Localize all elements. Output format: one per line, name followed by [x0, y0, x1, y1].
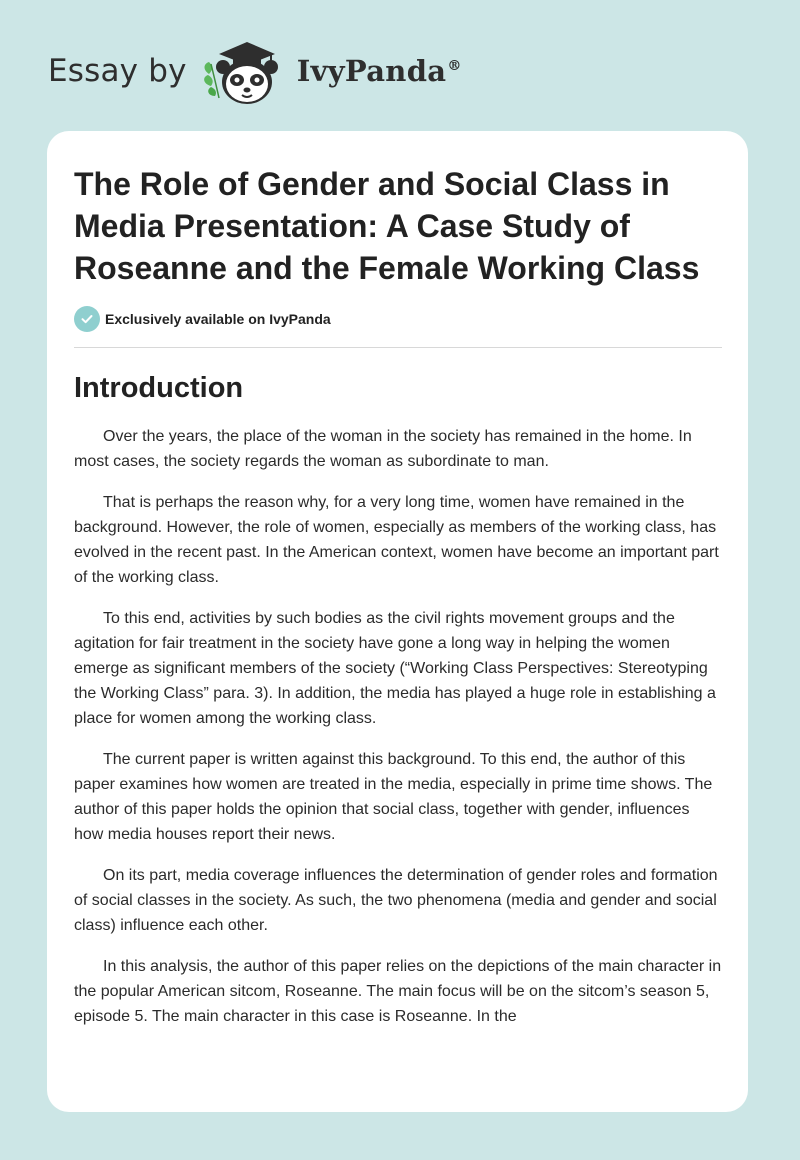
essay-title: The Role of Gender and Social Class in Media Presentation: A Case Study of Roseanne and the Female Working Class: [74, 166, 700, 286]
ivypanda-brand[interactable]: IvyPanda®: [296, 54, 462, 88]
essay-card: [47, 131, 748, 1112]
section-heading: Introduction: [74, 372, 244, 404]
essay-content: [74, 163, 722, 1045]
site-header: [48, 36, 462, 106]
essay-body: [74, 424, 722, 1029]
paragraph: Over the years, the place of the woman in the society has remained in the home. In most cases, the society regards the woman as subordinate to man.: [74, 428, 692, 470]
paragraph: In this analysis, the author of this paper relies on the depictions of the main character in the popular American sitcom, Roseanne. The main focus will be on the sitcom’s season 5, episode 5. The main character in this case is Roseanne. In the: [74, 958, 722, 1025]
paragraph: To this end, activities by such bodies as the civil rights movement groups and the agitation for fair treatment in the society have gone a long way in helping the women emerge as significant members of the society (“Working Class Perspectives: Stereotyping the Working Class” para. 3). In addition, the media has played a huge role in establishing a place for women among the working class.: [74, 610, 716, 727]
panda-graduate-icon[interactable]: [199, 34, 295, 106]
exclusive-badge: [74, 306, 722, 332]
paragraph: On its part, media coverage influences the determination of gender roles and formation of social classes in the society. As such, the two phenomena (media and gender and social class) influence each other.: [74, 867, 718, 934]
paragraph: That is perhaps the reason why, for a very long time, women have remained in the background. However, the role of women, especially as members of the working class, has evolved in the recent past. In the American context, women have become an important part of the working class.: [74, 494, 719, 586]
paragraph: The current paper is written against this background. To this end, the author of this paper examines how women are treated in the media, especially in prime time shows. The author of this paper holds the opinion that social class, together with gender, influences how media houses report their news.: [74, 751, 713, 843]
exclusive-text: Exclusively available on IvyPanda: [105, 311, 331, 327]
divider: [74, 347, 722, 348]
check-circle-icon: [74, 306, 100, 332]
essay-by-label: Essay by: [48, 53, 187, 89]
